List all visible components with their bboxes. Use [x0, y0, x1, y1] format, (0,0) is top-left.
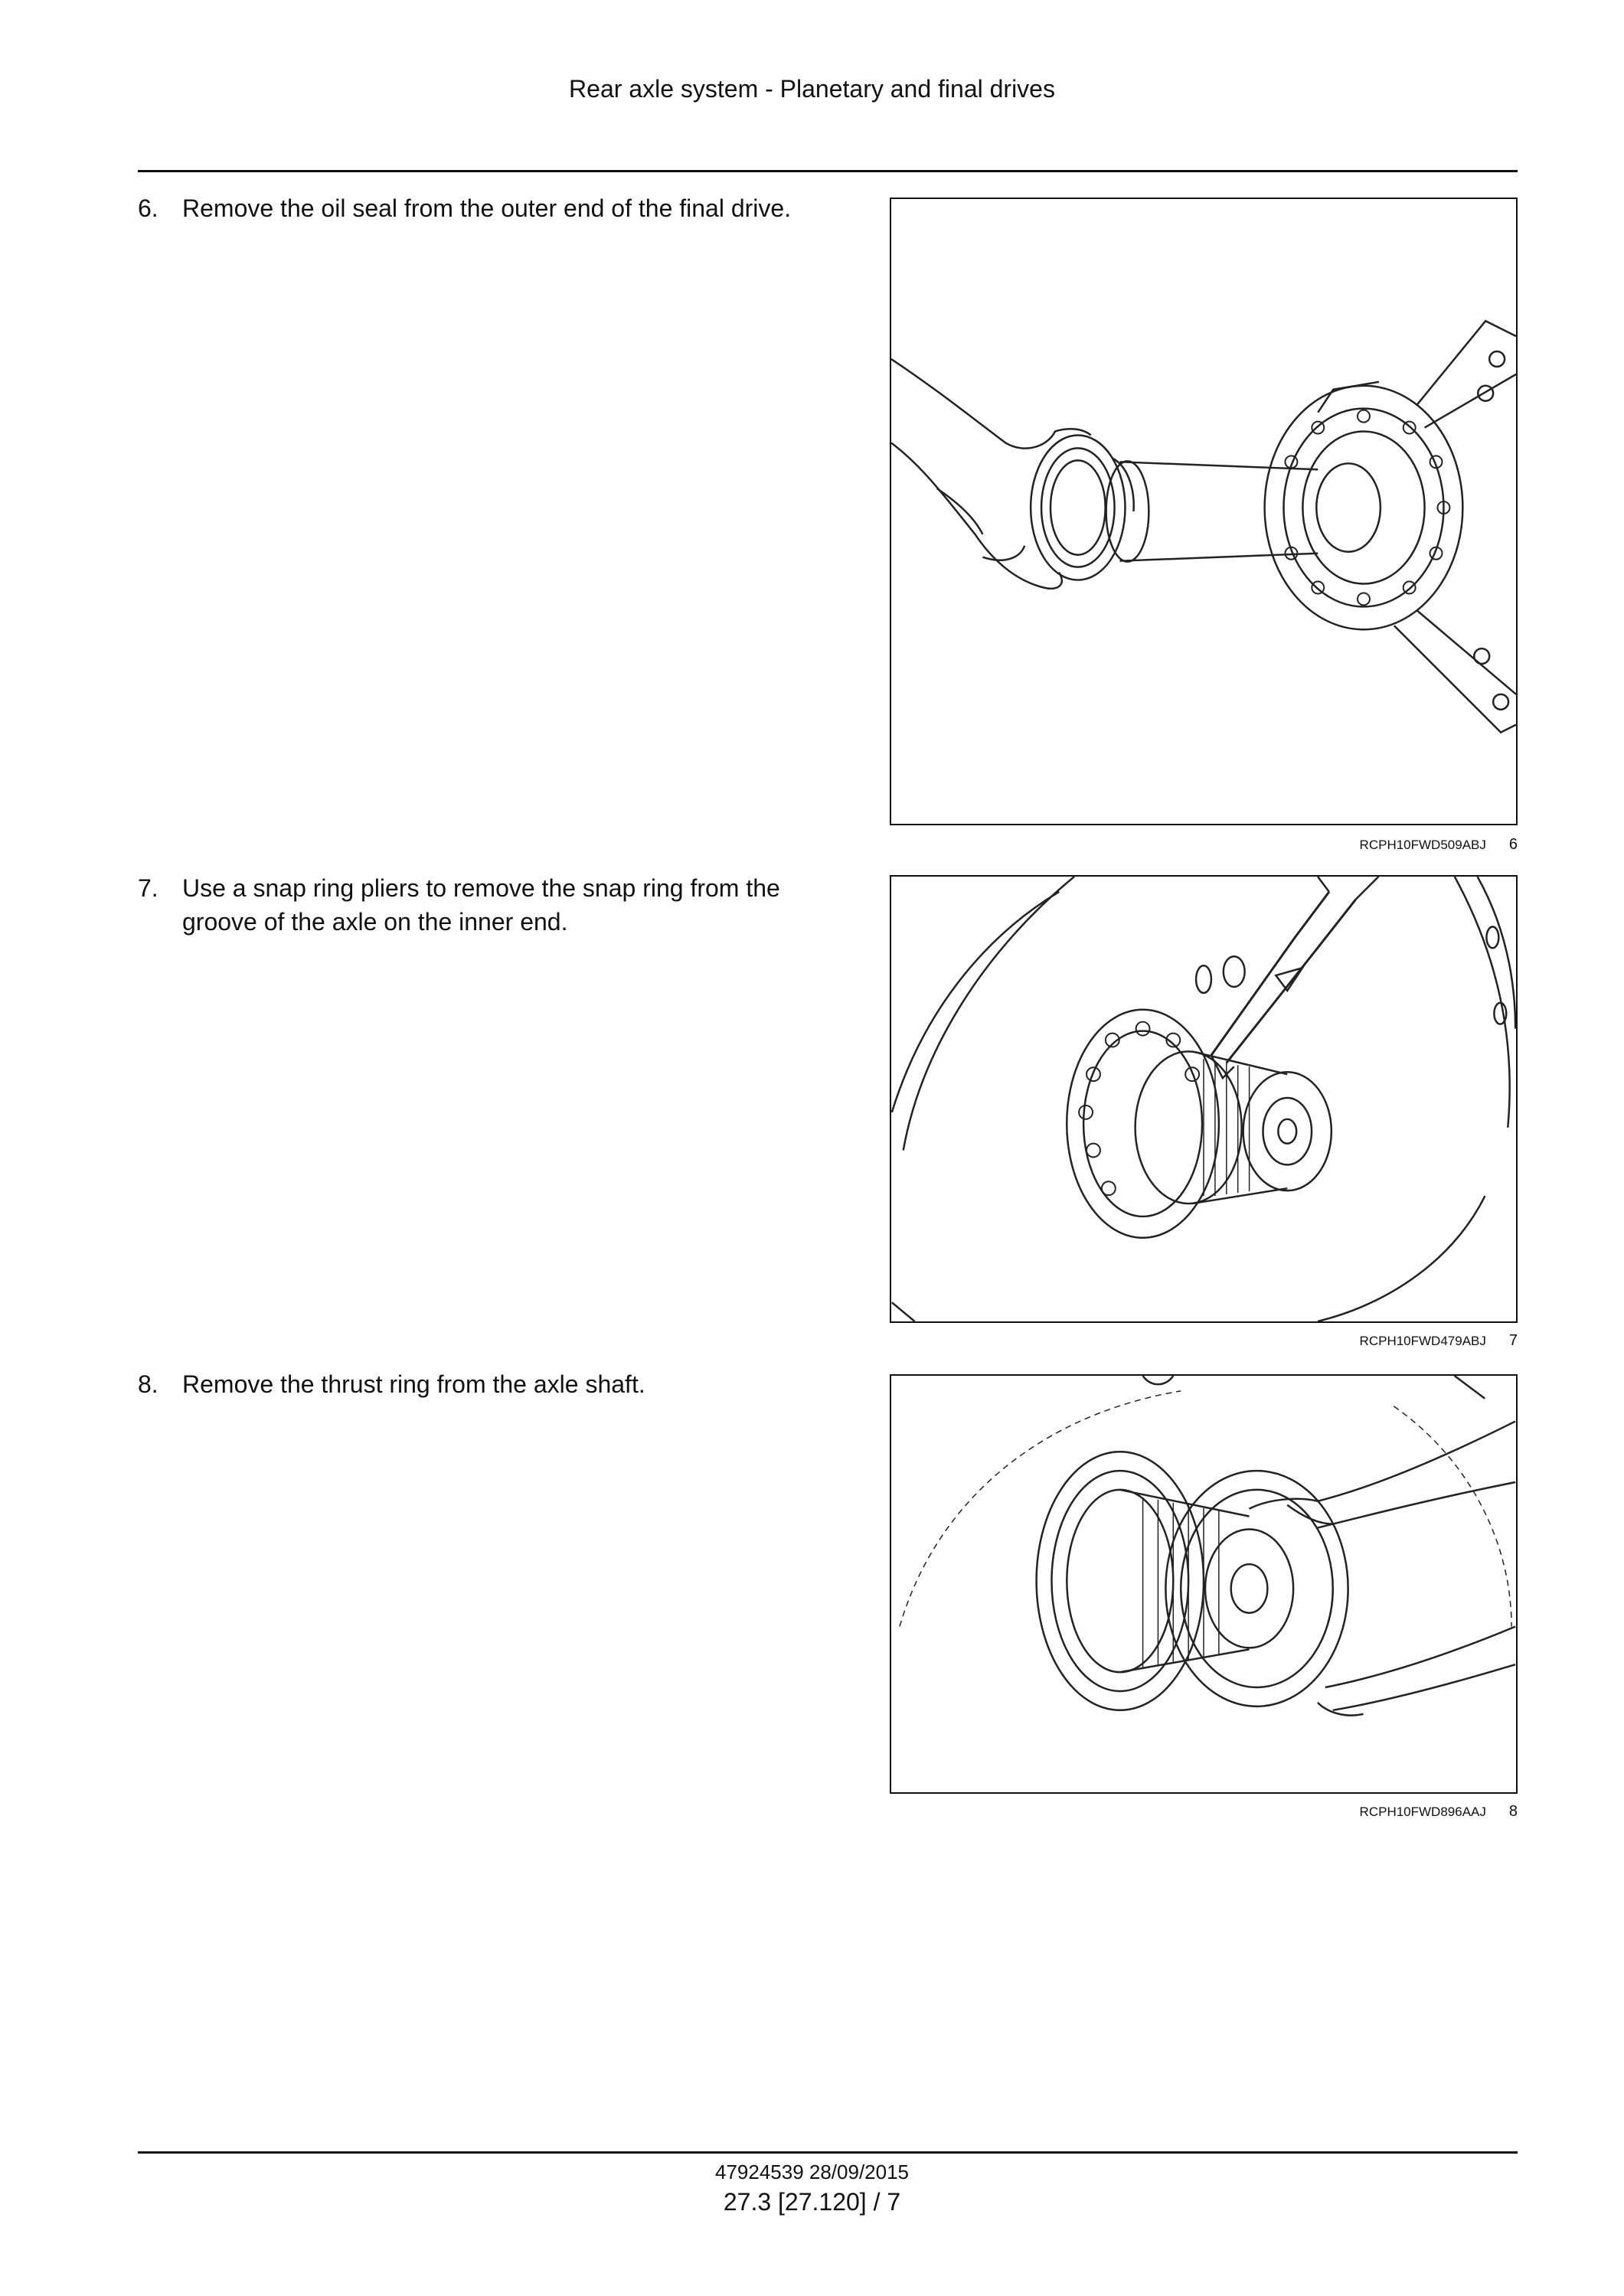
figure-number: 8: [1508, 1803, 1518, 1820]
step-number: 8.: [138, 1370, 158, 1398]
step-text: Use a snap ring pliers to remove the snap ring from the groove of the axle on the inner end.: [182, 874, 780, 936]
footer-page-reference: 27.3 [27.120] / 7: [723, 2188, 901, 2216]
step-text: Remove the thrust ring from the axle shaft.: [182, 1370, 645, 1398]
figure-6-illustration: [890, 198, 1518, 825]
figure-code: RCPH10FWD509ABJ: [1359, 838, 1486, 852]
footer-doc-reference: 47924539 28/09/2015: [714, 2160, 910, 2183]
figure-8-caption: [1360, 1803, 1518, 1821]
figure-7-caption: [1360, 1332, 1518, 1350]
step-number: 6.: [138, 194, 158, 222]
figure-number: 6: [1508, 836, 1518, 853]
step-text: Remove the oil seal from the outer end of the final drive.: [182, 194, 792, 222]
footer-divider: [138, 2151, 1518, 2154]
oil-seal-removal-drawing: [891, 199, 1516, 824]
figure-8-illustration: [890, 1374, 1518, 1794]
step-7: [138, 871, 850, 939]
thrust-ring-removal-drawing: [891, 1376, 1516, 1792]
snap-ring-pliers-drawing: [891, 877, 1516, 1321]
figure-7-illustration: [890, 875, 1518, 1323]
figure-6-caption: [1360, 836, 1518, 854]
step-8: [138, 1367, 850, 1401]
figure-code: RCPH10FWD479ABJ: [1359, 1334, 1486, 1348]
figure-code: RCPH10FWD896AAJ: [1359, 1804, 1486, 1819]
step-number: 7.: [138, 874, 158, 902]
header-divider: [138, 170, 1518, 172]
figure-number: 7: [1508, 1332, 1518, 1349]
step-6: [138, 191, 850, 225]
page-header-title: Rear axle system - Planetary and final drives: [569, 75, 1055, 103]
